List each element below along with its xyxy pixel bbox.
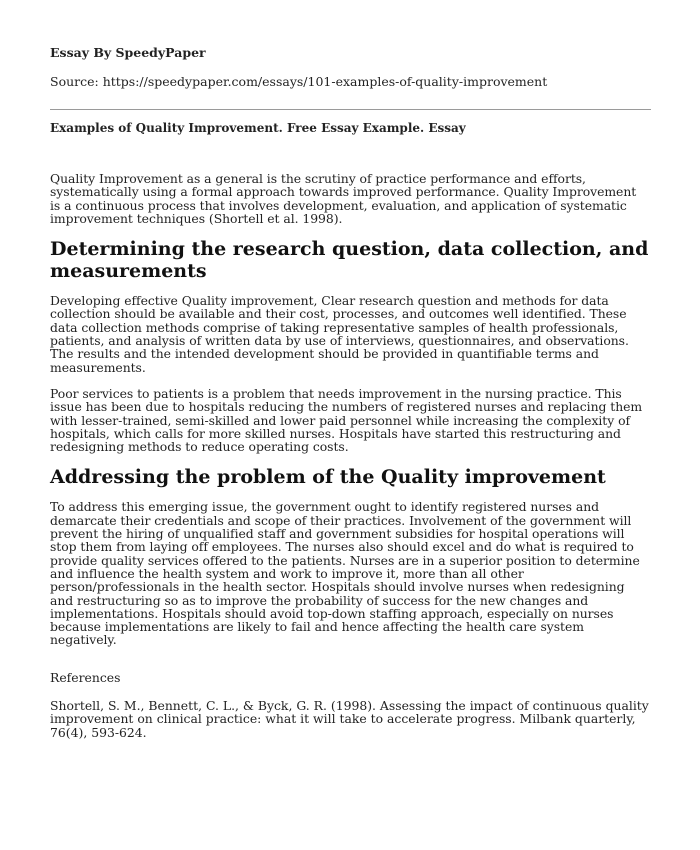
section-heading: Determining the research question, data collection, and measurements	[50, 238, 649, 283]
section-heading: Addressing the problem of the Quality improvement	[50, 466, 606, 489]
document-title: Examples of Quality Improvement. Free Essay Example. Essay	[50, 121, 466, 135]
intro-paragraph: Quality Improvement as a general is the scrutiny of practice performance and efforts, systematically using a formal approach towards improved performance. Quality Improvement is a continuous process that involves development, evaluation, and application of systematic improvement techniques (Shortell et al. 1998).	[50, 171, 637, 226]
header-divider	[50, 109, 651, 110]
source-line: Source: https://speedypaper.com/essays/101-examples-of-quality-improvement	[50, 74, 548, 89]
section-paragraph: To address this emerging issue, the government ought to identify registered nurses and demarcate their credentials and scope of their practices. Involvement of the government will prevent the hiring of unqualified staff and government subsidies for hospital operations will stop them from laying off employees. The nurses also should excel and do what is required to provide quality services offered to the patients. Nurses are in a superior position to determine and influence the health system and work to improve it, more than all other person/professionals in the health sector. Hospitals should involve nurses when redesigning and restructuring so as to improve the probability of success for the new changes and implementations. Hospitals should avoid top-down staffing approach, especially on nurses because implementations are likely to fail and hence affecting the health care system negatively.	[50, 499, 640, 648]
references-label: References	[50, 669, 121, 685]
section-paragraph: Poor services to patients is a problem that needs improvement in the nursing practice. This issue has been due to hospitals reducing the numbers of registered nurses and replacing them with lesser-trained, semi-skilled and lower paid personnel while increasing the complexity of hospitals, which calls for more skilled nurses. Hospitals have started this restructuring and redesigning methods to reduce operating costs.	[50, 385, 643, 455]
brand-label: Essay By SpeedyPaper	[50, 45, 206, 60]
reference-entry: Shortell, S. M., Bennett, C. L., & Byck, G. R. (1998). Assessing the impact of continuous quality improvement on clinical practice: what it will take to accelerate progress. Milbank quarterly, 76(4), 593-624.	[50, 698, 649, 740]
essay-body	[50, 172, 650, 739]
section-paragraph: Developing effective Quality improvement, Clear research question and methods for data collection should be available and their cost, processes, and outcomes well identified. These data collection methods comprise of taking representative samples of health professionals, patients, and analysis of written data by use of interviews, questionnaires, and observations. The results and the intended development should be provided in quantifiable terms and measurements.	[50, 293, 629, 375]
